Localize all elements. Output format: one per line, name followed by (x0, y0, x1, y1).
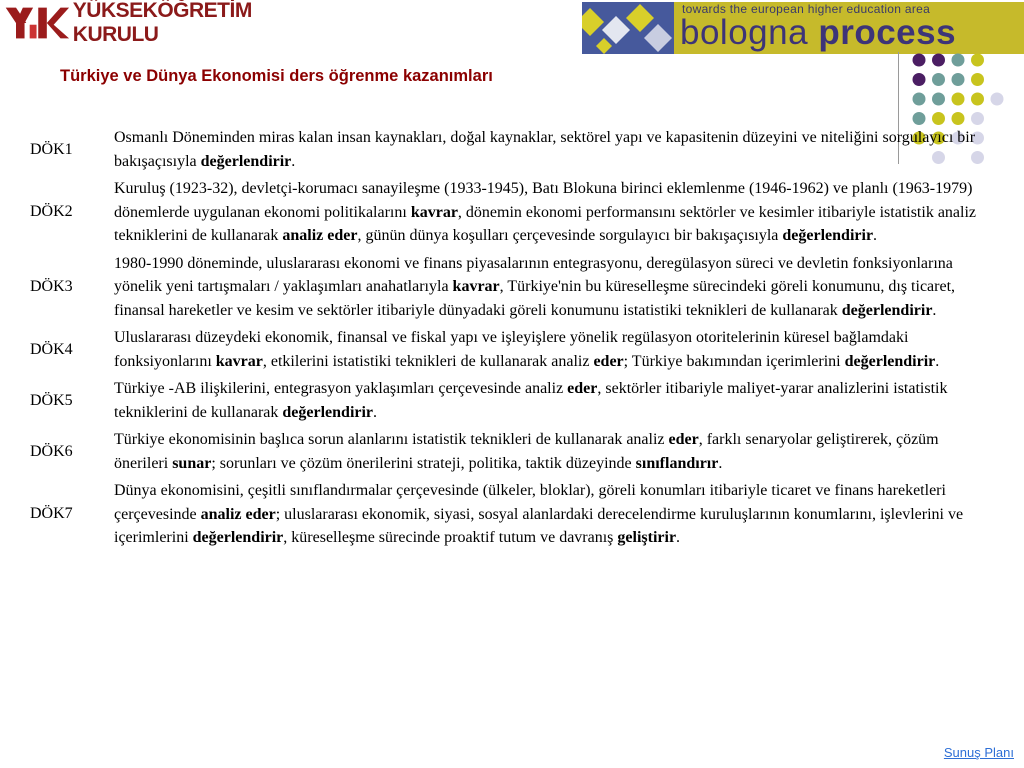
outcome-text: ; uluslararası ekonomik, siyasi, sosyal alanlardaki derecelendirme kuruluşlarının konumlarını, işlevlerini ve içerimlerini (114, 505, 964, 546)
outcome-text: Kuruluş (1923-32), devletçi-korumacı sanayileşme (1933-1945), Batı Blokuna birinci eklemlenme (1946-1962) ve planlı (1963-1979) dönemlerde uygulanan ekonomi politikalarını (114, 180, 973, 221)
presentation-plan-link[interactable]: Sunuş Planı (943, 745, 1014, 760)
yok-title: YÜKSEKÖĞRETİM KURULU (72, 0, 252, 46)
outcome-text: 1980-1990 döneminde, uluslararası ekonomi ve finans piyasalarının entegrasyonu, deregülasyon süreci ve devletin fonksiyonlarına yönelik yeni tartışmaları / yaklaşımları anahatlarıyla (114, 254, 953, 295)
outcome-keyword: değerlendirir (782, 227, 874, 244)
outcome-text: Dünya ekonomisini, çeşitli sınıflandırmalar çerçevesinde (ülkeler, bloklar), göreli konumları itibariyle ticaret ve finans hareketleri çerçevesinde (114, 482, 946, 523)
outcome-text: Uluslararası düzeydeki ekonomik, finansal ve fiskal yapı ve işleyişlere yönelik regülasyon otoritelerinin küresel bağlamdaki fonksiyonlarını (114, 329, 909, 370)
outcome-keyword: sunar (172, 454, 212, 472)
outcome-text: , farklı senaryolar geliştirerek, çözüm önerileri (114, 431, 939, 472)
outcome-row (30, 177, 978, 248)
outcome-description (114, 126, 978, 173)
outcome-code: DÖK4 (30, 340, 73, 358)
eu-stars-icon (582, 2, 674, 54)
decorative-dot (971, 54, 984, 67)
outcome-text: , sektörler itibariyle maliyet-yarar analizlerini istatistik tekniklerini de kullanarak (114, 380, 948, 421)
decorative-dot (952, 112, 965, 125)
outcome-text: . (373, 403, 378, 421)
outcome-keyword: değerlendirir (844, 352, 936, 370)
outcome-keyword: sınıflandırır (635, 454, 719, 472)
decorative-dot (913, 73, 926, 86)
outcome-keyword: geliştirir (617, 529, 677, 546)
decorative-dot (932, 112, 945, 125)
outcome-text: Osmanlı Döneminden miras kalan insan kaynakları, doğal kaynaklar, sektörel yapı ve kapasitenin düzeyini ve niteliğini sorgulayıcı bir bakışaçısıyla (114, 129, 976, 170)
outcome-text: . (718, 454, 723, 472)
outcome-text: . (932, 301, 937, 319)
outcome-keyword: değerlendirir (282, 403, 374, 421)
outcome-keyword: kavrar (452, 278, 500, 295)
outcome-text: , küreselleşme sürecinde proaktif tutum ve davranış (283, 529, 618, 546)
outcome-text: . (935, 352, 940, 370)
outcome-text: , etkilerini istatistiki teknikleri de kullanarak analiz (262, 352, 594, 370)
outcome-keyword: analiz eder (282, 227, 358, 244)
decorative-dot (932, 93, 945, 106)
outcomes-list (30, 126, 978, 554)
outcome-text: . (676, 529, 681, 546)
decorative-dot (952, 93, 965, 106)
outcome-code: DÖK6 (30, 442, 73, 460)
outcome-text: , günün dünya koşulları çerçevesinde sorgulayıcı bir bakışaçısıyla (357, 227, 783, 244)
outcome-description (114, 177, 978, 248)
outcome-text: . (291, 152, 296, 170)
outcome-row (30, 428, 978, 475)
decorative-dot (932, 73, 945, 86)
outcome-description (114, 252, 978, 323)
outcome-code: DÖK7 (30, 505, 73, 523)
outcome-keyword: kavrar (410, 203, 458, 221)
outcome-keyword: eder (668, 431, 699, 448)
bologna-tagline: towards the european higher education area (682, 2, 931, 16)
decorative-dot (952, 73, 965, 86)
decorative-dot (971, 73, 984, 86)
outcome-keyword: eder (593, 352, 624, 370)
outcome-description (114, 377, 978, 424)
decorative-dot (913, 93, 926, 106)
outcome-code: DÖK1 (30, 140, 73, 158)
outcome-code: DÖK2 (30, 203, 73, 221)
outcome-code: DÖK3 (30, 277, 73, 295)
outcome-row (30, 326, 978, 373)
outcome-text: ; Türkiye bakımından içerimlerini (623, 352, 845, 370)
outcome-row (30, 126, 978, 173)
outcome-row (30, 479, 978, 550)
page-title: Türkiye ve Dünya Ekonomisi ders öğrenme kazanımları (60, 67, 493, 85)
outcome-code: DÖK5 (30, 391, 73, 409)
outcome-row (30, 252, 978, 323)
yok-emblem-icon (4, 3, 71, 43)
decorative-dot (932, 54, 945, 67)
decorative-dot (991, 93, 1004, 106)
bologna-process-banner (582, 2, 1024, 54)
yok-logo (4, 2, 304, 44)
outcome-keyword: değerlendirir (200, 152, 292, 170)
decorative-dot (913, 54, 926, 67)
outcome-description (114, 326, 978, 373)
outcome-keyword: analiz eder (200, 505, 276, 523)
outcome-text: Türkiye -AB ilişkilerini, entegrasyon yaklaşımları çerçevesinde analiz (114, 380, 568, 397)
outcome-text: ; sorunları ve çözüm önerilerini strateji, politika, taktik düzeyinde (211, 454, 636, 472)
outcome-keyword: kavrar (215, 352, 263, 370)
decorative-dot (971, 93, 984, 106)
outcome-text: , dönemin ekonomi performansını sektörler ve kesimler itibariyle istatistik analiz tekniklerini de kullanarak (114, 203, 977, 244)
decorative-dot (971, 112, 984, 125)
outcome-keyword: değerlendirir (192, 529, 284, 546)
outcome-row (30, 377, 978, 424)
outcome-text: . (873, 227, 878, 244)
outcome-text: Türkiye ekonomisinin başlıca sorun alanlarını istatistik teknikleri de kullanarak analiz (114, 431, 669, 448)
decorative-dot (952, 54, 965, 67)
bologna-wordmark: bologna process (680, 13, 957, 52)
outcome-keyword: değerlendirir (841, 301, 933, 319)
outcome-description (114, 479, 978, 550)
outcome-text: , Türkiye'nin bu küreselleşme sürecindeki göreli konumunu, dış ticaret, finansal hareketler ve kesim ve sektörler itibariyle dünyadaki göreli konumunu istatistiki teknikleri de kullanarak (114, 278, 956, 319)
decorative-dot (913, 112, 926, 125)
outcome-description (114, 428, 978, 475)
outcome-keyword: eder (567, 380, 598, 397)
